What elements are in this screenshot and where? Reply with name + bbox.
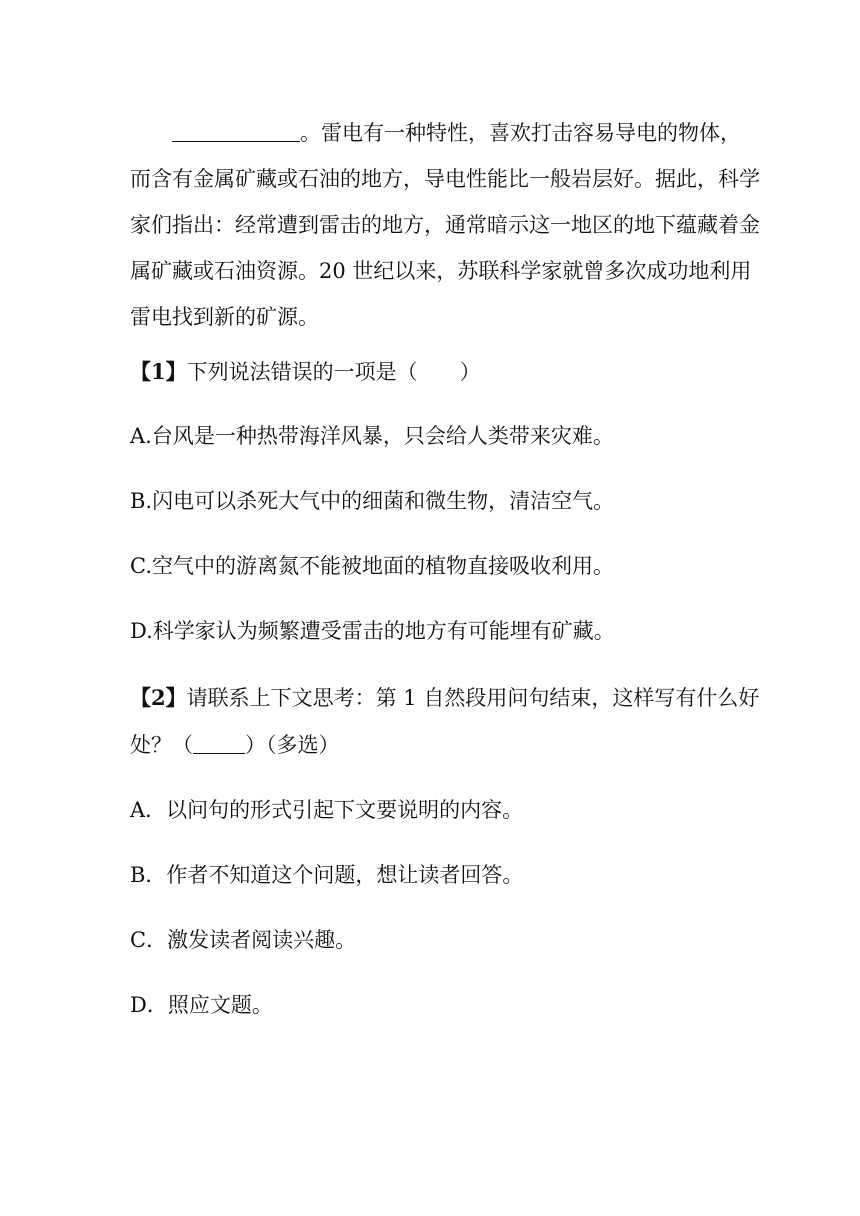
question-1-option-d: D.科学家认为频繁遭受雷击的地方有可能埋有矿藏。 xyxy=(130,619,615,643)
question-2-text-end: ）（多选） xyxy=(245,733,340,757)
question-2-option-b: B．作者不知道这个问题，想让读者回答。 xyxy=(130,863,524,887)
passage-line-4: 属矿藏或石油资源。20 世纪以来，苏联科学家就曾多次成功地利用 xyxy=(130,259,752,283)
question-2-text-start: 处？（ xyxy=(130,733,193,757)
question-1-text: 下列说法错误的一项是（ ） xyxy=(186,360,481,384)
question-2-number: 【2】 xyxy=(130,685,187,710)
passage-line-5: 雷电找到新的矿源。 xyxy=(130,305,319,329)
question-2-stem-line-2 xyxy=(130,729,740,762)
question-1-option-a: A.台风是一种热带海洋风暴，只会给人类带来灾难。 xyxy=(130,424,614,448)
passage-line-3: 家们指出：经常遭到雷击的地方，通常暗示这一地区的地下蕴藏着金 xyxy=(130,213,760,237)
question-2-option-c: C．激发读者阅读兴趣。 xyxy=(130,928,357,952)
question-1-option-c: C.空气中的游离氮不能被地面的植物直接吸收利用。 xyxy=(130,554,614,578)
question-2-option-d: D．照应文题。 xyxy=(130,993,273,1017)
question-2-stem xyxy=(130,681,760,715)
passage-line-2: 而含有金属矿藏或石油的地方，导电性能比一般岩层好。据此，科学 xyxy=(130,167,760,191)
fill-in-blank xyxy=(172,121,300,142)
question-1-number: 【1】 xyxy=(130,359,187,384)
reading-passage xyxy=(130,110,760,340)
question-2-option-a: A．以问句的形式引起下文要说明的内容。 xyxy=(130,798,524,822)
question-1-stem xyxy=(130,355,740,389)
passage-line-1-text: 。雷电有一种特性，喜欢打击容易导电的物体， xyxy=(300,121,741,145)
question-1-option-b: B.闪电可以杀死大气中的细菌和微生物，清洁空气。 xyxy=(130,489,615,513)
passage-line-1 xyxy=(130,110,740,156)
question-2-text-line-1: 请联系上下文思考：第 1 自然段用问句结束，这样写有什么好 xyxy=(186,686,760,710)
answer-blank xyxy=(193,735,245,754)
